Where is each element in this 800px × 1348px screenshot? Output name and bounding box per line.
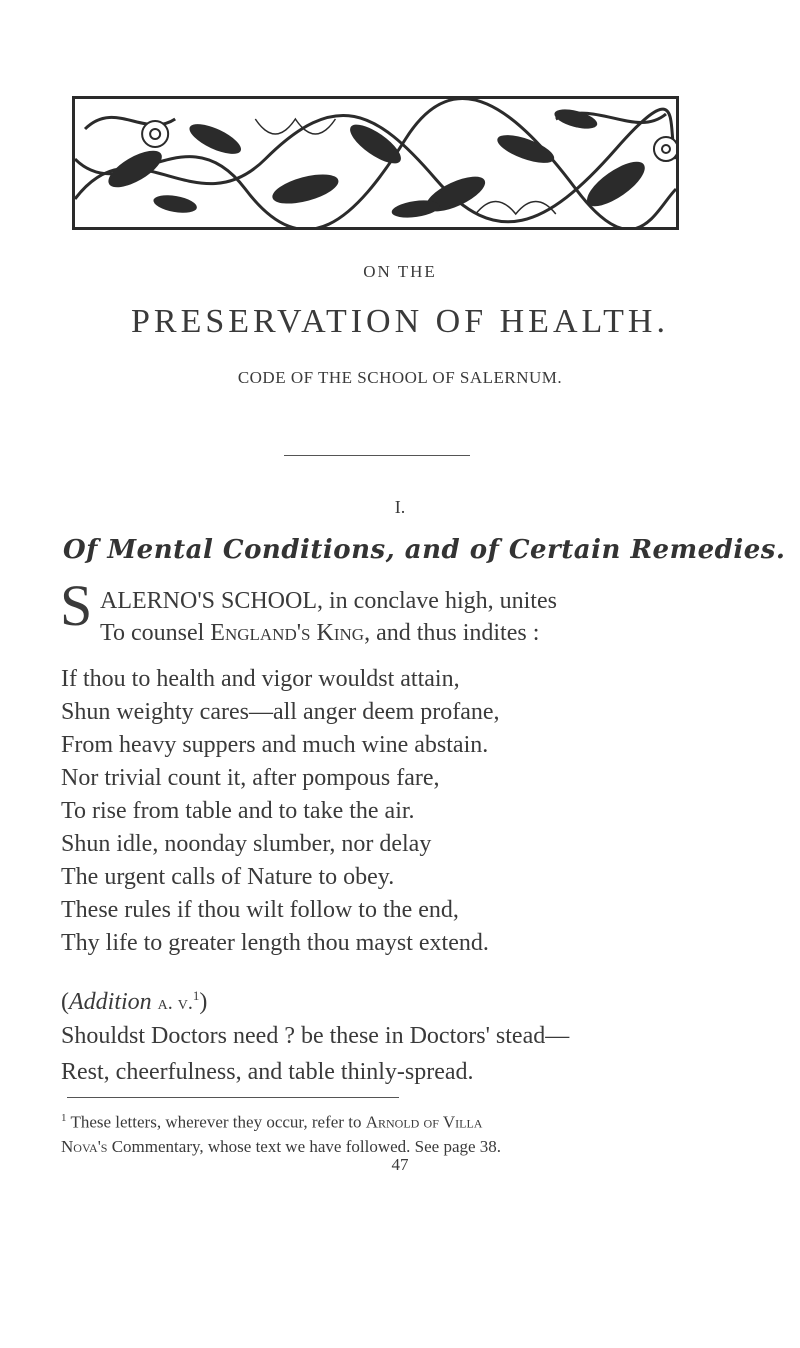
section-numeral: I.: [394, 497, 406, 517]
footnote-divider: [67, 1097, 399, 1098]
addition-close-paren: ): [199, 989, 208, 1015]
drop-cap: S: [60, 573, 93, 638]
addition-word: Addition: [69, 989, 152, 1015]
floral-vine-ornament-icon: [75, 99, 676, 227]
addition-open-paren: (: [61, 989, 69, 1015]
footnote-author-cont: Nova's: [61, 1136, 108, 1156]
title-divider: [284, 455, 470, 456]
poem-line: Shun idle, noonday slumber, nor delay: [61, 831, 432, 857]
footnote-line-2-text: Commentary, whose text we have followed. See page 38.: [107, 1136, 502, 1156]
footnote-line-1: [61, 1106, 721, 1135]
opening-line-2-caps: England's King: [210, 620, 365, 646]
page-title: PRESERVATION OF HEALTH.: [131, 303, 669, 340]
poem-stanza: [61, 663, 500, 960]
poem-line: Shun weighty cares—all anger deem profane,: [61, 699, 500, 725]
couplet-line: Shouldst Doctors need ? be these in Doctors' stead—: [61, 1023, 570, 1049]
addition-ref: a. v.: [157, 992, 193, 1014]
poem-line: The urgent calls of Nature to obey.: [61, 864, 395, 890]
addition-couplet: [61, 1018, 569, 1090]
footnote-mark: 1: [61, 1112, 67, 1124]
footnote-author: Arnold of Villa: [365, 1112, 483, 1132]
couplet-line: Rest, cheerfulness, and table thinly-spread.: [61, 1059, 474, 1085]
footnote-line-1-text: These letters, wherever they occur, refer to: [66, 1112, 366, 1132]
opening-line-2-post: , and thus indites :: [364, 620, 540, 646]
section-heading: Of Mental Conditions, and of Certain Remedies.: [63, 535, 786, 565]
opening-lines: [100, 585, 557, 649]
addition-footnote-mark: 1: [192, 988, 200, 1003]
poem-line: These rules if thou wilt follow to the end,: [61, 897, 459, 923]
addition-label: [61, 980, 207, 1019]
opening-line-2: [100, 617, 557, 649]
poem-line: Nor trivial count it, after pompous fare,: [61, 765, 440, 791]
decorative-banner: [72, 96, 679, 230]
poem-line: From heavy suppers and much wine abstain.: [61, 732, 489, 758]
page-number: 47: [391, 1155, 409, 1174]
page-subtitle: CODE OF THE SCHOOL OF SALERNUM.: [237, 368, 563, 387]
opening-line-2-pre: To counsel: [100, 620, 211, 646]
poem-line: If thou to health and vigor wouldst attain,: [61, 666, 460, 692]
footnote: [61, 1106, 721, 1159]
opening-line-1: ALERNO'S SCHOOL, in conclave high, unites: [100, 588, 557, 614]
poem-line: Thy life to greater length thou mayst extend.: [61, 930, 489, 956]
pre-title: ON THE: [363, 262, 437, 281]
poem-line: To rise from table and to take the air.: [61, 798, 415, 824]
